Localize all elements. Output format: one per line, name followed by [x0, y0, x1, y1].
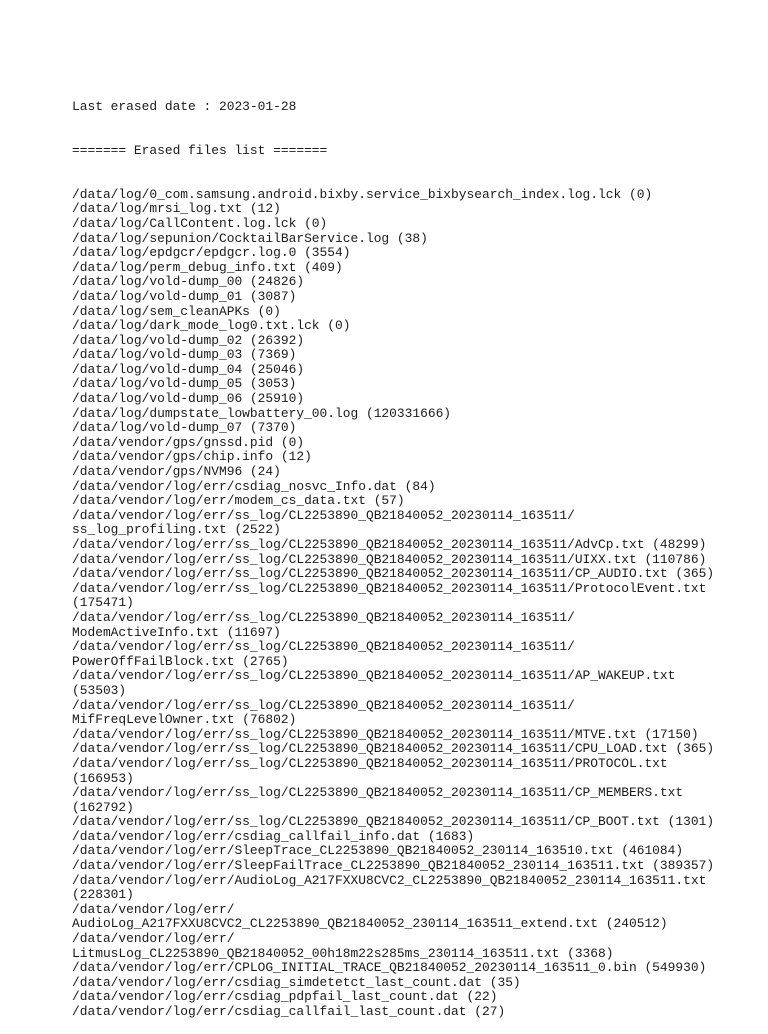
- log-line: /data/vendor/log/err/: [72, 901, 235, 917]
- log-line: /data/log/sepunion/CocktailBarService.log (38): [72, 230, 428, 246]
- last-erased-date-line: Last erased date : 2023-01-28: [72, 99, 297, 115]
- log-line: /data/log/vold-dump_00 (24826): [72, 274, 305, 290]
- log-line: /data/vendor/log/err/AudioLog_A217FXXU8CVC2_CL2253890_QB21840052_230114_163511.txt: [72, 872, 707, 888]
- log-line: MifFreqLevelOwner.txt (76802): [72, 712, 297, 728]
- log-line: /data/vendor/log/err/csdiag_callfail_info.dat (1683): [72, 828, 475, 844]
- log-line: ModemActiveInfo.txt (11697): [72, 624, 281, 640]
- log-line: /data/vendor/log/err/ss_log/CL2253890_QB21840052_20230114_163511/: [72, 697, 575, 713]
- erased-files-log: [72, 71, 752, 1034]
- log-line: /data/vendor/log/err/ss_log/CL2253890_QB21840052_20230114_163511/CPU_LOAD.txt (365): [72, 741, 715, 757]
- log-line: /data/vendor/log/err/modem_cs_data.txt (57): [72, 493, 405, 509]
- log-line: /data/vendor/log/err/ss_log/CL2253890_QB21840052_20230114_163511/UIXX.txt (110786): [72, 551, 707, 567]
- log-line: /data/vendor/gps/chip.info (12): [72, 449, 312, 465]
- log-line: (162792): [72, 799, 134, 815]
- log-line: /data/log/vold-dump_07 (7370): [72, 420, 297, 436]
- log-line: /data/vendor/log/err/csdiag_callfail_last_count.dat (27): [72, 1004, 506, 1019]
- log-line: AudioLog_A217FXXU8CVC2_CL2253890_QB21840052_230114_163511_extend.txt (240512): [72, 916, 668, 932]
- erased-files-list-heading: ======= Erased files list =======: [72, 142, 328, 158]
- log-line: /data/vendor/log/err/ss_log/CL2253890_QB21840052_20230114_163511/AP_WAKEUP.txt: [72, 668, 676, 684]
- log-line: /data/log/vold-dump_01 (3087): [72, 288, 297, 304]
- log-line: /data/log/sem_cleanAPKs (0): [72, 303, 281, 319]
- log-line: /data/log/vold-dump_06 (25910): [72, 391, 305, 407]
- log-line: /data/vendor/log/err/ss_log/CL2253890_QB21840052_20230114_163511/CP_BOOT.txt (1301): [72, 814, 715, 830]
- log-line: /data/log/vold-dump_02 (26392): [72, 332, 305, 348]
- log-line: /data/log/epdgcr/epdgcr.log.0 (3554): [72, 245, 351, 261]
- log-line: /data/vendor/log/err/ss_log/CL2253890_QB21840052_20230114_163511/: [72, 639, 575, 655]
- log-line: /data/log/dark_mode_log0.txt.lck (0): [72, 318, 351, 334]
- log-line: /data/vendor/log/err/ss_log/CL2253890_QB21840052_20230114_163511/AdvCp.txt (48299): [72, 537, 707, 552]
- log-line: LitmusLog_CL2253890_QB21840052_00h18m22s285ms_230114_163511.txt (3368): [72, 945, 614, 961]
- log-line: /data/vendor/log/err/ss_log/CL2253890_QB21840052_20230114_163511/CP_MEMBERS.txt: [72, 785, 684, 801]
- log-line: /data/log/CallContent.log.lck (0): [72, 215, 328, 231]
- log-line: /data/vendor/log/err/csdiag_pdpfail_last_count.dat (22): [72, 989, 498, 1005]
- log-line: /data/vendor/gps/gnssd.pid (0): [72, 434, 305, 450]
- log-line: /data/vendor/log/err/ss_log/CL2253890_QB21840052_20230114_163511/PROTOCOL.txt: [72, 755, 668, 771]
- log-line: /data/log/mrsi_log.txt (12): [72, 201, 281, 217]
- log-line: /data/vendor/log/err/csdiag_nosvc_Info.dat (84): [72, 478, 436, 494]
- log-line: (175471): [72, 595, 134, 611]
- log-line: /data/vendor/gps/NVM96 (24): [72, 464, 281, 480]
- log-line: PowerOffFailBlock.txt (2765): [72, 653, 289, 669]
- log-line: /data/vendor/log/err/: [72, 931, 235, 947]
- log-line: /data/vendor/log/err/ss_log/CL2253890_QB21840052_20230114_163511/: [72, 507, 575, 523]
- log-line: /data/vendor/log/err/ss_log/CL2253890_QB21840052_20230114_163511/: [72, 609, 575, 625]
- log-line: /data/vendor/log/err/ss_log/CL2253890_QB21840052_20230114_163511/MTVE.txt (17150): [72, 726, 699, 742]
- log-line: /data/log/perm_debug_info.txt (409): [72, 259, 343, 275]
- log-line: /data/log/0_com.samsung.android.bixby.service_bixbysearch_index.log.lck (0): [72, 186, 653, 202]
- log-line: /data/vendor/log/err/csdiag_simdetetct_last_count.dat (35): [72, 974, 521, 990]
- log-line: /data/vendor/log/err/SleepFailTrace_CL2253890_QB21840052_230114_163511.txt (389357): [72, 858, 715, 874]
- erased-files-list: [72, 188, 752, 1020]
- log-line: /data/vendor/log/err/SleepTrace_CL2253890_QB21840052_230114_163510.txt (461084): [72, 843, 684, 859]
- log-line: /data/vendor/log/err/CPLOG_INITIAL_TRACE_QB21840052_20230114_163511_0.bin (549930): [72, 960, 707, 976]
- log-line: (166953): [72, 770, 134, 786]
- log-line: /data/vendor/log/err/ss_log/CL2253890_QB21840052_20230114_163511/ProtocolEvent.txt: [72, 580, 707, 596]
- log-line: (53503): [72, 682, 127, 698]
- log-line: /data/log/dumpstate_lowbattery_00.log (120331666): [72, 405, 452, 421]
- log-line: /data/log/vold-dump_03 (7369): [72, 347, 297, 363]
- log-line: ss_log_profiling.txt (2522): [72, 522, 281, 538]
- log-line: /data/vendor/log/err/ss_log/CL2253890_QB21840052_20230114_163511/CP_AUDIO.txt (365): [72, 566, 715, 582]
- log-line: /data/log/vold-dump_05 (3053): [72, 376, 297, 392]
- log-line: (228301): [72, 887, 134, 903]
- log-line: /data/log/vold-dump_04 (25046): [72, 361, 305, 377]
